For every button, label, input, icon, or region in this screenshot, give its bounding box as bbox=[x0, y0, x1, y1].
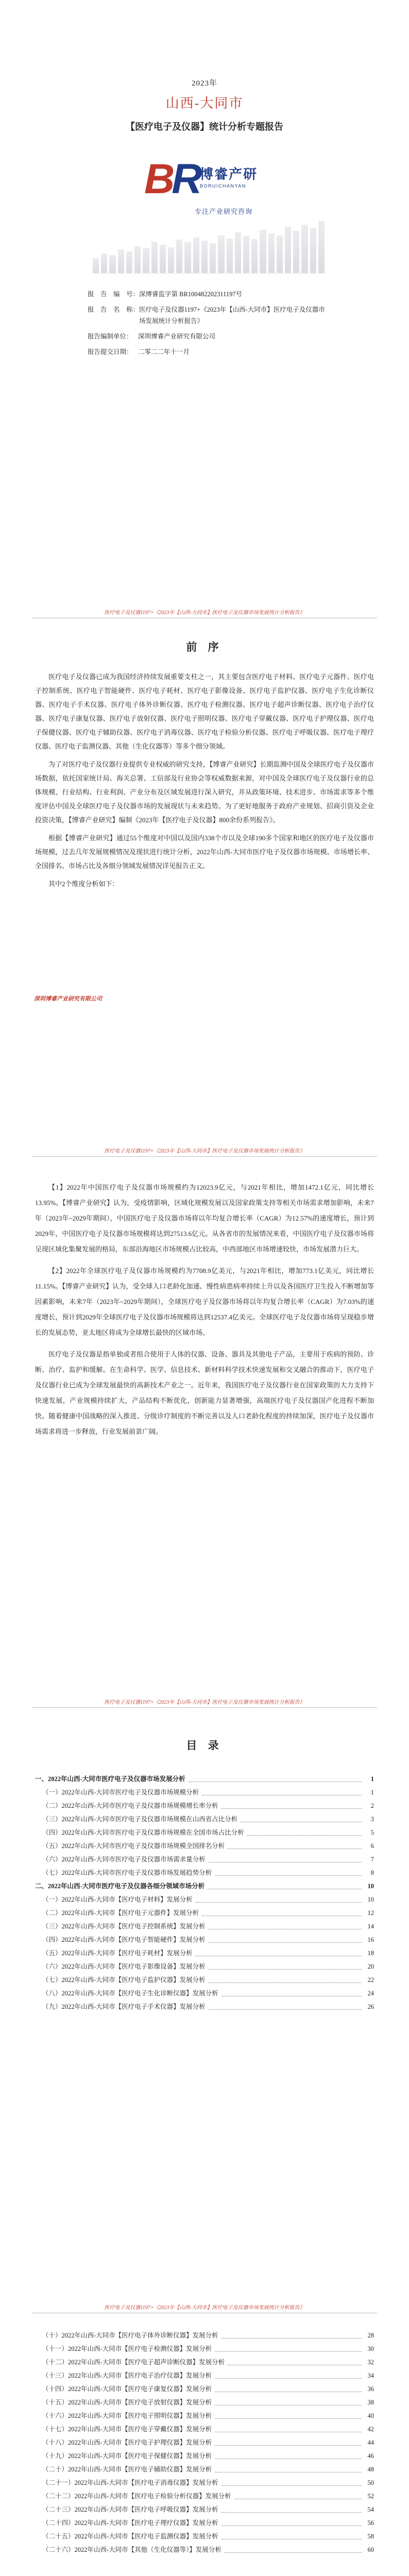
logo-letter-b: B bbox=[144, 156, 172, 202]
toc-page-number: 1 bbox=[370, 1789, 374, 1796]
paragraph: 医疗电子及仪器已成为我国经济持续发展重要支柱之一，其主要包含医疗电子材料、医疗电子元器件、医疗电子控制系统、医疗电子智能硬件、医疗电子耗材、医疗电子影像设备、医疗电子监护仪器、医疗电子生化诊断仪器、医疗电子手术仪器、医疗电子体外诊断仪器、医疗电子检测仪器、医疗电子超声诊断仪器、医疗电子治疗仪器、医疗电子康复仪器、医疗电子放射仪器、医疗电子照明仪器、医疗电子穿戴仪器、医疗电子护理仪器、医疗电子保健仪器、医疗电子辅助仪器、医疗电子消毒仪器、医疗电子检验分析仪器、医疗电子呼吸仪器、医疗电子理疗仪器、医疗电子监测仪器、其他（生化仪器等）等多个细分领域。 bbox=[35, 673, 374, 750]
meta-label: 报 告 编 号： bbox=[88, 291, 140, 298]
toc-leader bbox=[221, 1808, 362, 1809]
cover-chart-graphic bbox=[93, 219, 325, 274]
toc-entry[interactable] bbox=[35, 2396, 374, 2409]
toc-entry[interactable] bbox=[35, 1973, 374, 1987]
brand-logo bbox=[144, 155, 299, 222]
toc-page-number: 38 bbox=[367, 2399, 374, 2406]
decorative-bar bbox=[193, 238, 199, 273]
toc-leader bbox=[215, 2418, 362, 2419]
toc-page-number: 56 bbox=[367, 2519, 374, 2527]
toc-leader bbox=[221, 2485, 362, 2486]
toc-entry[interactable] bbox=[35, 1839, 374, 1853]
decorative-bar bbox=[160, 245, 166, 273]
toc-entry-text: （十九）2022年山西-大同市【医疗电子保健仪器】发展分析 bbox=[42, 2452, 212, 2460]
toc-entry[interactable] bbox=[35, 1812, 374, 1826]
decorative-bar bbox=[301, 225, 308, 274]
toc-entry-text: （五）2022年山西-大同市【医疗电子耗材】发展分析 bbox=[42, 1950, 193, 1957]
toc-entry[interactable] bbox=[35, 2000, 374, 2013]
decorative-bar bbox=[243, 236, 249, 273]
toc-entry[interactable] bbox=[35, 1866, 374, 1879]
decorative-bar bbox=[285, 227, 291, 273]
toc-entry[interactable] bbox=[35, 2369, 374, 2382]
toc-page-number: 6 bbox=[370, 1842, 374, 1850]
logo-letter-r: R bbox=[172, 156, 199, 202]
decorative-bar bbox=[268, 233, 275, 273]
cover-title: 【医疗电子及仪器】统计分析专题报告 bbox=[126, 122, 283, 132]
decorative-bar bbox=[101, 253, 107, 273]
toc-entry-text: （三）2022年山西-大同市【医疗电子控制系统】发展分析 bbox=[42, 1923, 206, 1930]
toc-entry[interactable] bbox=[35, 1826, 374, 1839]
toc-page-number: 14 bbox=[367, 1923, 374, 1930]
meta-row bbox=[88, 289, 330, 300]
toc-entry[interactable] bbox=[35, 1906, 374, 1920]
toc-entry[interactable] bbox=[35, 1772, 374, 1786]
paragraph: 根据【博睿产业研究】通过55个维度对中国以及国内338个市以及全球190多个国家和地区的医疗电子及仪器市场规模，过去几年发展规模情况及现状进行统计分析，2022年山西-大同市医疗电子及仪器市场规模、市场增长率、全国排名、市场占比及各细分领域发展情况详见报告正文。 bbox=[35, 834, 374, 870]
decorative-bar bbox=[184, 242, 191, 273]
toc-leader bbox=[196, 1902, 362, 1903]
toc-page-number: 32 bbox=[367, 2359, 374, 2366]
toc-entry-text: （十一）2022年山西-大同市【医疗电子检测仪器】发展分析 bbox=[42, 2345, 212, 2352]
meta-row bbox=[88, 331, 330, 342]
toc-entry-text: （二十五）2022年山西-大同市【医疗电子监测仪器】发展分析 bbox=[42, 2533, 218, 2540]
toc-entry-text: （十五）2022年山西-大同市【医疗电子放射仪器】发展分析 bbox=[42, 2399, 212, 2406]
toc-entry[interactable] bbox=[35, 1960, 374, 1973]
preface-body bbox=[35, 670, 374, 895]
toc-entry-text: （十三）2022年山西-大同市【医疗电子治疗仪器】发展分析 bbox=[42, 2372, 212, 2379]
toc-entry-text: （二十四）2022年山西-大同市【医疗电子理疗仪器】发展分析 bbox=[42, 2519, 218, 2527]
decorative-bar bbox=[293, 231, 299, 273]
toc-page-number: 36 bbox=[367, 2385, 374, 2393]
toc-page-number: 42 bbox=[367, 2426, 374, 2433]
toc-list bbox=[35, 1772, 374, 2013]
decorative-bar bbox=[235, 232, 241, 273]
decorative-bar bbox=[210, 243, 216, 273]
decorative-bar bbox=[318, 221, 325, 273]
company-footer: 深圳博睿产业研究有限公司 bbox=[34, 996, 102, 1002]
toc-entry-text: （十八）2022年山西-大同市【医疗电子护理仪器】发展分析 bbox=[42, 2439, 212, 2446]
toc-entry-text: （十）2022年山西-大同市【医疗电子体外诊断仪器】发展分析 bbox=[42, 2332, 218, 2339]
meta-label: 报告提交日期： bbox=[88, 348, 133, 355]
toc-entry[interactable] bbox=[35, 1893, 374, 1906]
toc-entry[interactable] bbox=[35, 2355, 374, 2369]
toc-entry[interactable] bbox=[35, 1879, 374, 1893]
toc-leader bbox=[225, 2552, 362, 2553]
logo-slogan: 专注产业研究咨询 bbox=[195, 208, 253, 215]
toc-entry-text: （四）2022年山西-大同市【医疗电子智能硬件】发展分析 bbox=[42, 1936, 206, 1943]
toc-list-continued bbox=[35, 2329, 374, 2556]
toc-leader bbox=[215, 2378, 362, 2379]
toc-entry[interactable] bbox=[35, 2329, 374, 2342]
decorative-bar bbox=[218, 235, 224, 274]
cover-city: 山西-大同市 bbox=[165, 96, 244, 111]
toc-entry-text: （七）2022年山西-大同市医疗电子及仪器市场发展趋势分析 bbox=[42, 1869, 212, 1876]
toc-entry-text: （二十六）2022年山西-大同市【其他（生化仪器等）】发展分析 bbox=[42, 2546, 221, 2553]
decorative-bar bbox=[151, 242, 158, 273]
cover-year: 2023年 bbox=[191, 79, 217, 88]
logo-mark bbox=[144, 155, 199, 204]
toc-page-number: 54 bbox=[367, 2506, 374, 2513]
toc-entry-text: （五）2022年山西-大同市医疗电子及仪器市场规模全国排名分析 bbox=[42, 1842, 225, 1850]
toc-page-number: 12 bbox=[367, 1909, 374, 1917]
meta-row bbox=[88, 304, 330, 327]
toc-entry-text: （四）2022年山西-大同市医疗电子及仪器市场规模在全国市场占比分析 bbox=[42, 1829, 244, 1836]
toc-leader bbox=[215, 1875, 362, 1876]
toc-entry-text: 二、2022年山西-大同市医疗电子及仪器各细分领域市场分析 bbox=[35, 1883, 205, 1890]
decorative-bar bbox=[93, 258, 99, 273]
meta-value: 深圳博睿产业研究有限公司 bbox=[138, 333, 216, 340]
toc-page-number: 60 bbox=[367, 2546, 374, 2553]
decorative-bar bbox=[251, 239, 258, 273]
toc-page-number: 5 bbox=[370, 1829, 374, 1836]
decorative-bar bbox=[260, 230, 266, 273]
toc-entry[interactable] bbox=[35, 2516, 374, 2530]
decorative-bar bbox=[201, 241, 208, 273]
toc-leader bbox=[221, 2512, 362, 2513]
toc-entry-text: （十七）2022年山西-大同市【医疗电子穿戴仪器】发展分析 bbox=[42, 2426, 212, 2433]
toc-entry-text: （二十三）2022年山西-大同市【医疗电子呼吸仪器】发展分析 bbox=[42, 2506, 218, 2513]
toc-page-number: 18 bbox=[367, 1950, 374, 1957]
toc-entry[interactable] bbox=[35, 1786, 374, 1799]
meta-label: 报告编制单位： bbox=[88, 333, 133, 340]
toc-entry[interactable] bbox=[35, 2543, 374, 2556]
toc-entry-text: （二十）2022年山西-大同市【医疗电子辅助仪器】发展分析 bbox=[42, 2466, 212, 2473]
toc-leader bbox=[247, 1835, 362, 1836]
toc-entry-text: （九）2022年山西-大同市【医疗电子手术仪器】发展分析 bbox=[42, 2003, 206, 2010]
toc-leader bbox=[215, 2351, 362, 2352]
decorative-bar bbox=[134, 246, 141, 274]
toc-page-number: 46 bbox=[367, 2452, 374, 2460]
toc-page-number: 10 bbox=[367, 1896, 374, 1903]
toc-page-number: 48 bbox=[367, 2466, 374, 2473]
toc-entry[interactable] bbox=[35, 1946, 374, 1960]
page-header: 医疗电子及仪器1197+《2023年【山西-大同市】医疗电子及仪器市场发展统计分析报告》 bbox=[32, 1146, 377, 1157]
paragraph: 【1】2022年中国医疗电子及仪器市场规模约为12023.9亿元，与2021年相比，增加1472.1亿元，同比增长13.95%。【博睿产业研究】认为，受疫情影响，区域化规模发展以及国家政策支持等相关市场需求增加影响，未来7年（2023年~2029年期间），中国医疗电子及仪器市场将以年均复合增长率（CAGR）为12.57%的速度增长，预计到2029年，中国医疗电子及仪器市场规模将达到27513.6亿元。从各省市的发展情况来看，中国医疗电子及仪器市场将呈现区域化集聚发展的格局，东部沿海地区市场规模占比较高，中西部地区市场增速较快，市场发展潜力巨大。 bbox=[35, 1183, 374, 1253]
toc-entry[interactable] bbox=[35, 2489, 374, 2503]
market-overview-body bbox=[35, 1180, 374, 1446]
toc-page-number: 34 bbox=[367, 2372, 374, 2379]
logo-name: 博睿产研 bbox=[200, 167, 258, 182]
toc-entry-text: （二十一）2022年山西-大同市【医疗电子消毒仪器】发展分析 bbox=[42, 2479, 218, 2486]
toc-page-number: 2 bbox=[370, 1802, 374, 1809]
logo-wordmark bbox=[200, 167, 258, 190]
report-meta bbox=[88, 289, 330, 362]
toc-entry[interactable] bbox=[35, 1987, 374, 2000]
toc-entry-text: （三）2022年山西-大同市医疗电子及仪器市场规模在山西省占比分析 bbox=[42, 1816, 238, 1823]
toc-entry-text: （十六）2022年山西-大同市【医疗电子照明仪器】发展分析 bbox=[42, 2412, 212, 2419]
decorative-bar bbox=[126, 251, 132, 273]
toc-entry[interactable] bbox=[35, 1933, 374, 1946]
toc-leader bbox=[209, 1942, 362, 1943]
toc-leader bbox=[209, 1969, 362, 1970]
meta-label: 报 告 名 称： bbox=[88, 306, 140, 313]
toc-entry[interactable] bbox=[35, 2436, 374, 2449]
toc-entry[interactable] bbox=[35, 1853, 374, 1866]
page-header: 医疗电子及仪器1197+《2023年【山西-大同市】医疗电子及仪器市场发展统计分析报告》 bbox=[32, 1698, 377, 1708]
meta-value: 二零二二年十一月 bbox=[138, 348, 190, 355]
toc-page-number: 50 bbox=[367, 2479, 374, 2486]
toc-entry-text: （二）2022年山西-大同市【医疗电子元器件】发展分析 bbox=[42, 1909, 199, 1917]
decorative-bar bbox=[168, 247, 174, 273]
toc-leader bbox=[209, 1982, 362, 1983]
toc-entry[interactable] bbox=[35, 2409, 374, 2422]
decorative-bar bbox=[176, 240, 182, 273]
toc-entry-text: （二十二）2022年山西-大同市【医疗电子检验分析仪器】发展分析 bbox=[42, 2493, 231, 2500]
toc-page-number: 52 bbox=[367, 2493, 374, 2500]
toc-leader bbox=[215, 2445, 362, 2446]
toc-page-number: 40 bbox=[367, 2412, 374, 2419]
preface-title: 前 序 bbox=[186, 641, 223, 653]
toc-page-number: 44 bbox=[367, 2439, 374, 2446]
toc-entry-text: （六）2022年山西-大同市【医疗电子影像设备】发展分析 bbox=[42, 1963, 206, 1970]
toc-page-number: 20 bbox=[367, 1963, 374, 1970]
logo-english: BORUICHANYAN bbox=[200, 183, 246, 189]
toc-entry-text: （十二）2022年山西-大同市【医疗电子超声诊断仪器】发展分析 bbox=[42, 2359, 225, 2366]
paragraph: 其中2个维度分析如下： bbox=[48, 880, 119, 888]
decorative-bar bbox=[227, 239, 233, 273]
toc-page-number: 3 bbox=[370, 1816, 374, 1823]
toc-entry[interactable] bbox=[35, 2463, 374, 2476]
toc-entry[interactable] bbox=[35, 2422, 374, 2436]
paragraph: 医疗电子及仪器是指单独或者组合使用于人体的仪器、设备、器具及其他电子产品，主要用于疾病的预防、诊断、治疗、监护和缓解。在生命科学、医学、信息技术、新材料科学技术快速发展和交叉融合的推动下，医疗电子及仪器行业已成为全球发展最快的高新技术产业之一。近年来，我国医疗电子及仪器行业在国家政策的大力支持下快速发展，产业规模持续扩大，产品结构不断优化，创新能力显著增强，高端医疗电子及仪器国产化进程不断加快。随着健康中国战略的深入推进、分级诊疗制度的不断完善以及人口老龄化程度的持续加深，医疗电子及仪器市场需求将进一步释放，行业发展前景广阔。 bbox=[35, 1350, 374, 1435]
toc-entry[interactable] bbox=[35, 2503, 374, 2516]
toc-entry-text: 一、2022年山西-大同市医疗电子及仪器市场发展分析 bbox=[35, 1775, 185, 1783]
toc-entry[interactable] bbox=[35, 2449, 374, 2463]
toc-page-number: 1 bbox=[370, 1775, 374, 1783]
toc-entry[interactable] bbox=[35, 2530, 374, 2543]
paragraph: 为了对医疗电子及仪器行业提供专业权威的研究支持，【博睿产业研究】长期监测中国及全球医疗电子及仪器市场数据，依托国家统计局、海关总署、工信部及行业协会等权威数据来源，对中国及全球医疗电子及仪器行业的总体规模、行业结构、行业利润、产业分布及区域发展进行深入研究，并从政策环境、技术进步、市场需求等多个维度评估中国及全球医疗电子及仪器市场的发展现状与未来趋势。为了更好地服务于政府产业规划、招商引资及企业投资决策，【博睿产业研究】编制《2023年【医疗电子及仪器】800余份系列报告》。 bbox=[35, 760, 374, 824]
toc-entry[interactable] bbox=[35, 2382, 374, 2396]
toc-page-number: 24 bbox=[367, 1990, 374, 1997]
toc-entry-text: （一）2022年山西-大同市【医疗电子材料】发展分析 bbox=[42, 1896, 193, 1903]
decorative-bar bbox=[109, 255, 115, 273]
toc-page-number: 10 bbox=[367, 1883, 374, 1890]
toc-entry[interactable] bbox=[35, 1920, 374, 1933]
toc-page-number: 30 bbox=[367, 2345, 374, 2352]
toc-entry-text: （六）2022年山西-大同市医疗电子及仪器市场需求量分析 bbox=[42, 1856, 206, 1863]
toc-title: 目 录 bbox=[186, 1739, 223, 1752]
toc-entry[interactable] bbox=[35, 2476, 374, 2489]
toc-entry-text: （八）2022年山西-大同市【医疗电子生化诊断仪器】发展分析 bbox=[42, 1990, 218, 1997]
toc-page-number: 58 bbox=[367, 2533, 374, 2540]
decorative-bar bbox=[143, 248, 149, 273]
decorative-bar bbox=[277, 235, 283, 274]
toc-page-number: 26 bbox=[367, 2003, 374, 2010]
paragraph: 【2】2022年全球医疗电子及仪器市场规模约为7708.9亿美元，与2021年相比，增加773.1亿美元，同比增长11.15%。【博睿产业研究】认为，受全球人口老龄化加速、慢性病患病率持续上升以及各国医疗卫生投入不断增加等因素影响，未来7年（2023年~2029年期间），全球医疗电子及仪器市场将以年均复合增长率（CAGR）为7.03%的速度增长，预计到2029年全球医疗电子及仪器市场规模将达到12537.4亿美元。全球医疗电子及仪器市场将呈现稳步增长的发展态势，亚太地区将成为全球增长最快的区域市场。 bbox=[35, 1267, 374, 1336]
toc-entry-text: （一）2022年山西-大同市医疗电子及仪器市场规模分析 bbox=[42, 1789, 199, 1796]
decorative-bar bbox=[118, 249, 124, 273]
toc-entry[interactable] bbox=[35, 1799, 374, 1812]
page-header: 医疗电子及仪器1197+《2023年【山西-大同市】医疗电子及仪器市场发展统计分析报告》 bbox=[32, 2303, 377, 2313]
toc-page-number: 22 bbox=[367, 1976, 374, 1984]
page-header: 医疗电子及仪器1197+《2023年【山西-大同市】医疗电子及仪器市场发展统计分析报告》 bbox=[32, 608, 377, 618]
toc-leader bbox=[209, 2009, 362, 2010]
toc-page-number: 28 bbox=[367, 2332, 374, 2339]
toc-page-number: 16 bbox=[367, 1936, 374, 1943]
meta-row bbox=[88, 346, 330, 358]
toc-entry[interactable] bbox=[35, 2342, 374, 2355]
toc-page-number: 8 bbox=[370, 1869, 374, 1876]
toc-entry-text: （七）2022年山西-大同市【医疗电子监护仪器】发展分析 bbox=[42, 1976, 206, 1984]
toc-entry-text: （二）2022年山西-大同市医疗电子及仪器市场规模增长率分析 bbox=[42, 1802, 218, 1809]
meta-value: 深博睿监字第 BR100482202311197号 bbox=[139, 291, 243, 298]
toc-entry-text: （十四）2022年山西-大同市【医疗电子康复仪器】发展分析 bbox=[42, 2385, 212, 2393]
meta-value: 医疗电子及仪器1197+《2023年【山西-大同市】医疗电子及仪器市场发展统计分析报告》 bbox=[139, 306, 325, 325]
toc-page-number: 7 bbox=[370, 1856, 374, 1863]
decorative-bar bbox=[310, 228, 316, 273]
